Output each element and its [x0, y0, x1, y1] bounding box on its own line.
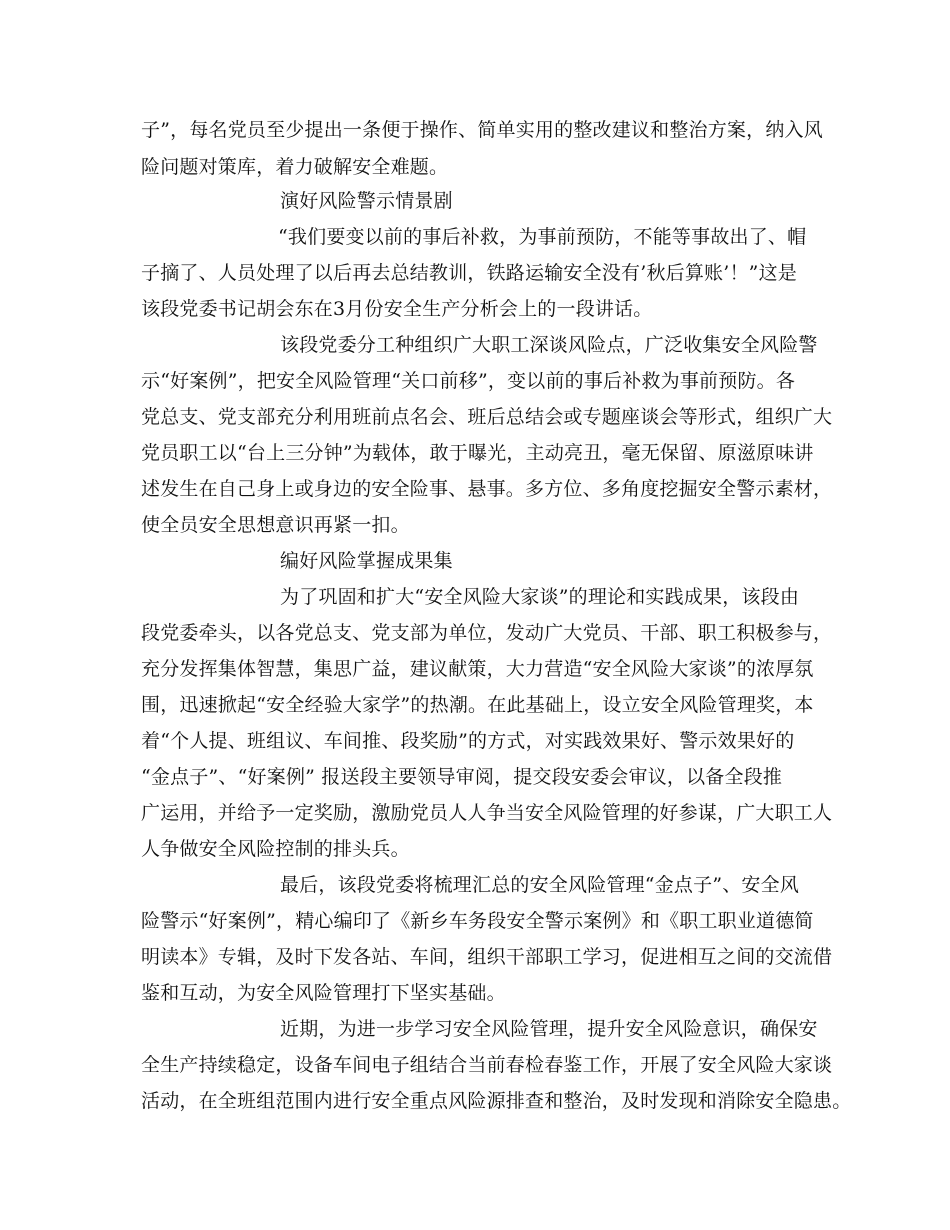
text-line: 近期，为进一步学习安全风险管理，提升安全风险意识，确保安 [280, 1018, 818, 1040]
section-heading: 编好风险掌握成果集 [280, 550, 453, 572]
text-line: 段党委牵头，以各党总支、党支部为单位，发动广大党员、干部、职工积极参与， [141, 622, 833, 644]
text-line: “金点子”、“好案例” 报送段主要领导审阅，提交段安委会审议，以备全段推 [141, 766, 783, 788]
text-line: 险问题对策库，着力破解安全难题。 [141, 156, 449, 178]
text-line: 人争做安全风险控制的排头兵。 [141, 838, 410, 860]
text-line: 着“个人提、班组议、车间推、段奖励”的方式，对实践效果好、警示效果好的 [141, 730, 795, 752]
text-line: 全生产持续稳定，设备车间电子组结合当前春检春鉴工作，开展了安全风险大家谈 [141, 1054, 833, 1076]
text-line: 活动，在全班组范围内进行安全重点风险源排查和整治，及时发现和消除安全隐患。 [141, 1090, 852, 1112]
text-line: 围，迅速掀起“安全经验大家学”的热潮。在此基础上，设立安全风险管理奖，本 [141, 694, 814, 716]
text-line: 党总支、党支部充分利用班前点名会、班后总结会或专题座谈会等形式，组织广大 [141, 406, 833, 428]
text-line: 子”，每名党员至少提出一条便于操作、简单实用的整改建议和整治方案，纳入风 [141, 119, 823, 141]
text-line: 为了巩固和扩大“安全风险大家谈”的理论和实践成果，该段由 [280, 586, 800, 608]
text-line: “我们要变以前的事后补救，为事前预防，不能等事故出了、帽 [278, 226, 807, 248]
text-line: 最后，该段党委将梳理汇总的安全风险管理“金点子”、安全风 [280, 874, 800, 896]
text-line: 示“好案例”，把安全风险管理“关口前移”，变以前的事后补救为事前预防。各 [141, 370, 796, 392]
text-line: 险警示“好案例”，精心编印了《新乡车务段安全警示案例》和《职工职业道德简 [141, 910, 814, 932]
text-line: 充分发挥集体智慧，集思广益，建议献策，大力营造“安全风险大家谈”的浓厚氛 [141, 658, 814, 680]
text-line: 明读本》专辑，及时下发各站、车间，组织干部职工学习，促进相互之间的交流借 [141, 946, 833, 968]
text-line: 该段党委分工种组织广大职工深谈风险点，广泛收集安全风险警 [280, 334, 818, 356]
text-line: 使全员安全思想意识再紧一扣。 [141, 514, 410, 536]
text-line: 子摘了、人员处理了以后再去总结教训，铁路运输安全没有’秋后算账’！”这是 [141, 262, 797, 284]
text-line: 该段党委书记胡会东在3月份安全生产分析会上的一段讲话。 [141, 298, 653, 320]
text-line: 广运用，并给予一定奖励，激励党员人人争当安全风险管理的好参谋，广大职工人 [141, 802, 833, 824]
text-line: 党员职工以“台上三分钟”为载体，敢于曝光，主动亮丑，毫无保留、原滋原味讲 [141, 442, 814, 464]
section-heading: 演好风险警示情景剧 [280, 190, 453, 212]
text-line: 鉴和互动，为安全风险管理打下坚实基础。 [141, 982, 506, 1004]
text-line: 述发生在自己身上或身边的安全险事、悬事。多方位、多角度挖掘安全警示素材， [141, 478, 833, 500]
